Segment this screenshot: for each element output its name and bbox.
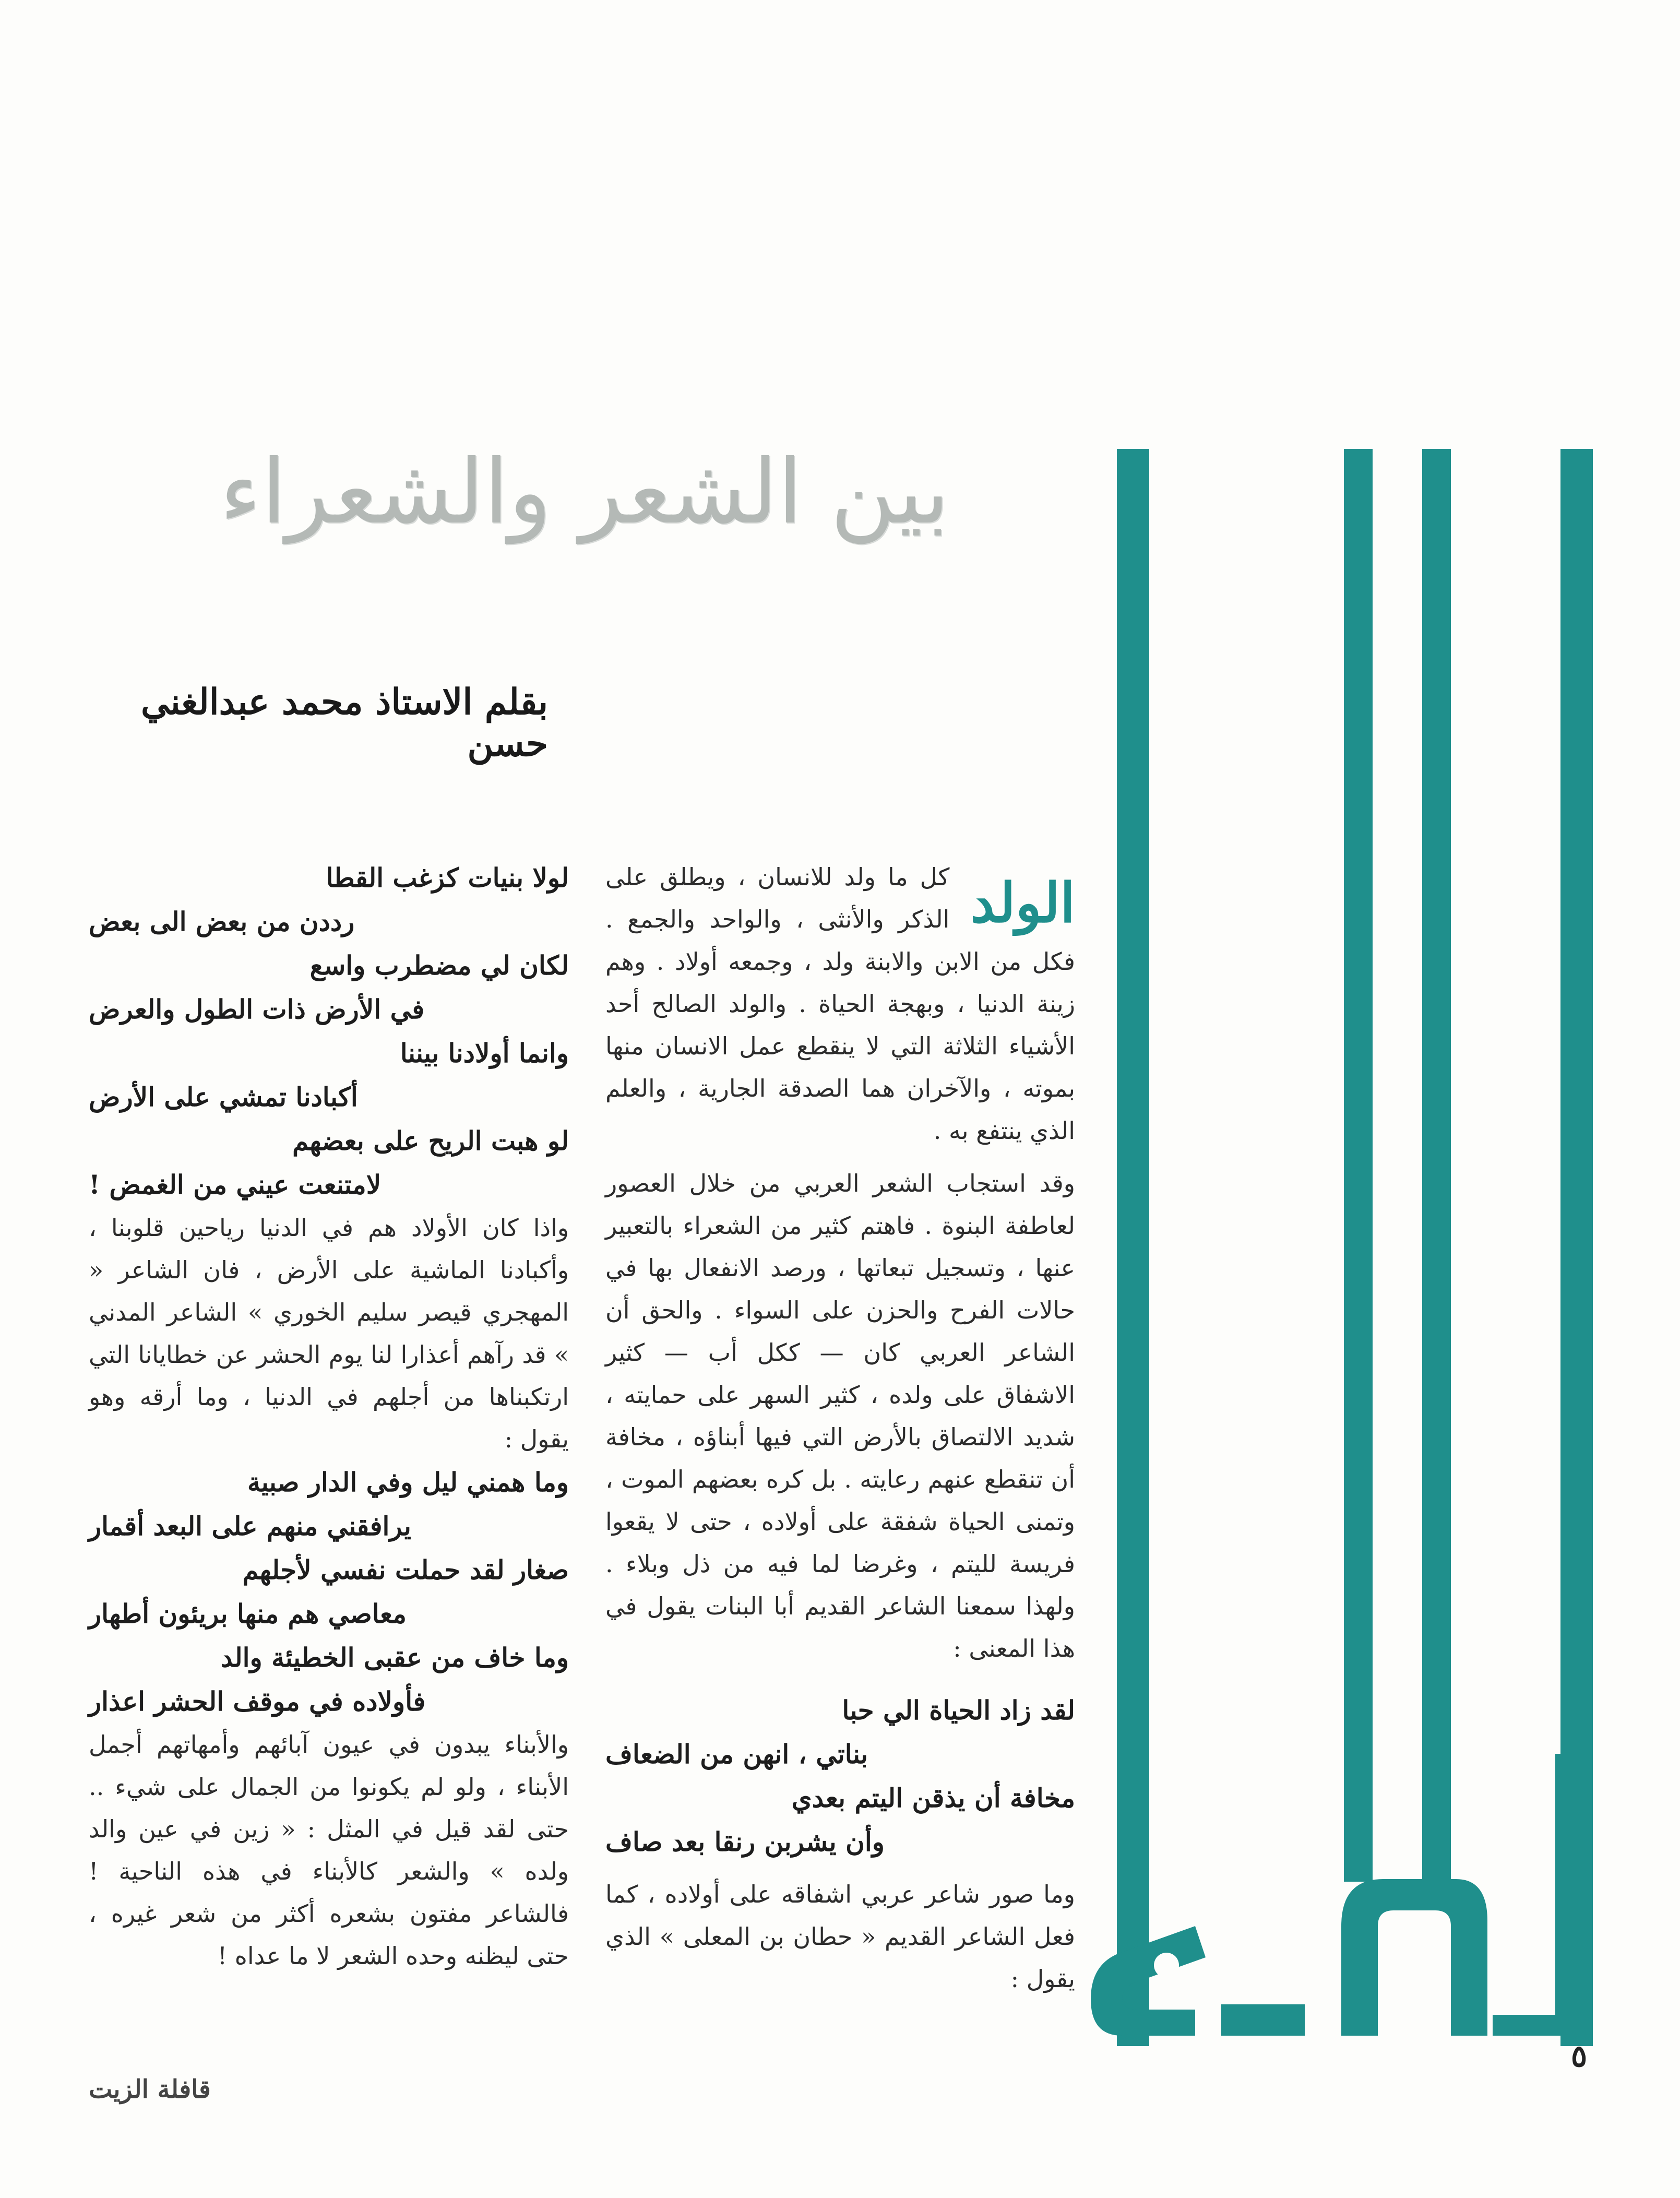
article-column-left: [89, 856, 569, 1977]
verse-line: في الأرض ذات الطول والعرض: [89, 994, 425, 1025]
verse-line: لكان لي مضطرب واسع: [309, 950, 569, 981]
page-number: ٥: [1571, 2038, 1588, 2074]
verse-line: يرافقني منهم على البعد أقمار: [89, 1511, 411, 1541]
article-column-right: [605, 856, 1075, 2000]
verse-line: مخافة أن يذقن اليتم بعدي: [791, 1783, 1075, 1813]
paragraph: وقد استجاب الشعر العربي من خلال العصور لعاطفة البنوة . فاهتم كثير من الشعراء بالتعبير عنها ، وتسجيل تبعاتها ، ورصد الانفعال بها في حالات الفرح والحزن على السواء . والحق أن الشاعر العربي كان — ككل أب — كثير الاشفاق على ولده ، كثير السهر على حمايته ، شديد الالتصاق بالأرض التي فيها أبناؤه ، مخافة أن تنقطع عنهم رعايته . بل كره بعضهم الموت ، وتمنى الحياة شفقة على أولاده ، حتى لا يقعوا فريسة لليتم ، وغرضا لما فيه من ذل وبلاء . ولهذا سمعنا الشاعر القديم أبا البنات يقول في هذا المعنى :: [605, 1169, 1075, 1662]
magazine-name: قافلة الزيت: [89, 2075, 211, 2104]
verse-line: وما خاف من عقبى الخطيئة والد: [221, 1642, 569, 1673]
verse-line: وانما أولادنا بيننا: [400, 1038, 569, 1068]
verse-line: لقد زاد الحياة الي حبا: [842, 1695, 1075, 1726]
verse-line: وما همني ليل وفي الدار صبية: [247, 1467, 569, 1498]
verse-line: لامتنعت عيني من الغمض !: [89, 1169, 382, 1200]
paragraph: والأبناء يبدون في عيون آبائهم وأمهاتهم أجمل الأبناء ، ولو لم يكونوا من الجمال على شيء .. حتى لقد قيل في المثل : « زين في عين والد ولده » والشعر كالأبناء في هذه الناحية ! فالشاعر مفتون بشعره أكثر من شعر غيره ، حتى ليظنه وحده الشعر لا ما عداه !: [89, 1730, 569, 1970]
drop-word: الولد: [970, 871, 1075, 935]
series-title: بين الشعر والشعراء: [219, 441, 950, 544]
verse-line: بناتي ، انهن من الضعاف: [605, 1739, 868, 1769]
feature-title-svg: [1091, 1754, 1623, 2046]
verse-line: وأن يشربن رنقا بعد صاف: [605, 1826, 885, 1857]
verse-line: صغار لقد حملت نفسي لأجلهم: [242, 1554, 569, 1585]
decorative-bar-2: [1344, 449, 1373, 1882]
verse-line: لو هبت الريح على بعضهم: [292, 1125, 569, 1156]
verse-line: فأولاده في موقف الحشر اعذار: [89, 1686, 426, 1717]
byline: بقلم الاستاذ محمد عبدالغني حسن: [140, 681, 548, 765]
paragraph: واذا كان الأولاد هم في الدنيا رياحين قلوبنا ، وأكبادنا الماشية على الأرض ، فان الشاعر « المهجري قيصر سليم الخوري » الشاعر المدني » قد رآهم أعذارا لنا يوم الحشر عن خطايانا التي ارتكبناها من أجلهم في الدنيا ، وما أرقه وهو يقول :: [89, 1214, 569, 1453]
verse-line: لولا بنيات كزغب القطا: [326, 862, 569, 893]
verse-line: أكبادنا تمشي على الأرض: [89, 1082, 358, 1112]
paragraph: وما صور شاعر عربي اشفاقه على أولاده ، كما فعل الشاعر القديم « حطان بن المعلى » الذي يقول :: [605, 1880, 1075, 1993]
verse-line: رددن من بعض الى بعض: [89, 906, 355, 937]
verse-line: معاصي هم منها بريئون أطهار: [89, 1598, 407, 1629]
paragraph: كل ما ولد للانسان ، ويطلق على الذكر والأنثى ، والواحد والجمع . فكل من الابن والابنة ولد ، وجمعه أولاد . وهم زينة الدنيا ، وبهجة الحياة . والولد الصالح أحد الأشياء الثلاثة التي لا ينقطع عمل الانسان منها بموته ، والآخران هما الصدقة الجارية ، والعلم الذي ينتفع به .: [605, 863, 1075, 1145]
decorative-bar-3: [1422, 449, 1451, 1882]
feature-title-artwork: [1091, 1754, 1623, 2046]
